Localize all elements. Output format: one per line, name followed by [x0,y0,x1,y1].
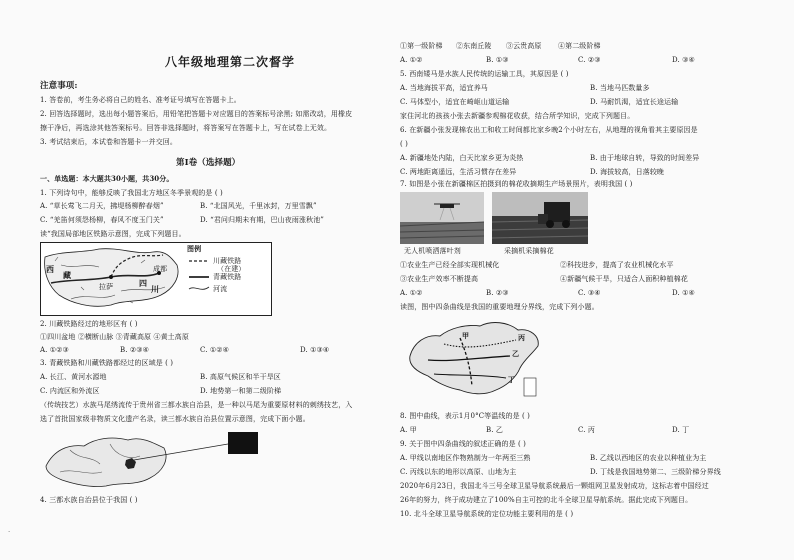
q8-stem: 8. 图中曲线，表示1月0°C等温线的是 ( ) [400,412,530,420]
q8-choice-d: D. 丁 [672,426,690,434]
q2-stem: 2. 川藏铁路经过的地形区有 ( ) [40,320,138,328]
q4-opt-4: ④第二级阶梯 [558,42,601,50]
q3-option-a: A. 长江、黄河水源地 [40,373,107,381]
legend-chuanzang: 川藏铁路 [213,257,242,265]
passage-3: 读图，图中四条曲线是我国的重要地理分界线，完成下列小题。 [400,303,599,311]
legend-under-construction: （在建） [217,265,246,273]
q7-statement-3: ③农业生产效率不断提高 [400,275,479,283]
q5-option-a: A. 当地海拔平高，适宜养马 [400,84,488,92]
q6-stem: 6. 在新疆小张发现棉农出工和收工时间都比家乡晚2个小时左右，从地理的视角看其主要原因是 [400,126,698,134]
q7-choice-c: C. ③④ [578,289,601,297]
q1-option-c: C. “羌笛何须怨杨柳，春风不度玉门关” [40,216,164,224]
photo-drone-spraying [400,192,484,244]
q4-choice-c: C. ②③ [578,56,601,64]
q6-option-b: B. 由于地球自转，导致的时间差异 [590,154,700,162]
q3-option-c: C. 内流区和外流区 [40,387,100,395]
q10-stem: 10. 北斗全球卫星导航系统的定位功能主要利用的是 ( ) [400,510,574,518]
q3-option-d: D. 地势第一和第二级阶梯 [200,387,282,395]
map-label-chengdu: 成都 [153,265,168,273]
legend-river: 河流 [213,285,228,293]
note-2-cont: 擦干净后，再选涂其他答案标号。回答非选择题时，将答案写在答题卡上，写在试卷上无效。 [40,124,332,132]
passage-1-cont: 选了首批国家级非物质文化遗产名录，读三都水族自治县位置示意图，完成下面小题。 [40,415,310,423]
q3-stem: 3. 青藏铁路和川藏铁路都经过的区域是 ( ) [40,359,174,367]
map-label-lhasa: 拉萨 [99,283,114,291]
q4-opt-1: ①第一级阶梯 [400,42,443,50]
q5-option-b: B. 当地马匹数量多 [590,84,650,92]
note-3: 3. 考试结束后，本试卷和答题卡一并交回。 [40,138,178,146]
q4-choice-d: D. ③④ [672,56,695,64]
q1-option-a: A. “草长莺飞二月天，拂堤杨柳醉春烟” [40,202,164,210]
q7-stem: 7. 如图是小张在新疆棉区拍摄到的棉花收摘期生产场景照片，表明我国 ( ) [400,180,633,188]
railway-map [40,242,272,316]
q2-choice-c: C. ①②④ [200,346,229,354]
q7-choice-a: A. ①② [400,289,423,297]
q6-option-d: D. 海拔较高，日落较晚 [590,168,665,176]
map-label-chuan: 川 [151,284,160,294]
q7-statement-1: ①农业生产已经全部实现机械化 [400,261,500,269]
exam-title: 八年级地理第二次督学 [165,55,296,69]
q4-opt-2: ②东南丘陵 [456,42,492,50]
q6-option-a: A. 新疆地处内陆，白天比家乡更为炎热 [400,154,524,162]
q9-option-a: A. 甲线以南地区作物熟制为一年两至三熟 [400,454,531,462]
q1-stem: 1. 下列诗句中，能够反映了我国北方地区冬季景观的是 ( ) [40,189,223,197]
photo-cotton-harvester [492,192,588,244]
q4-opt-3: ③云贵高原 [506,42,542,50]
q2-statements: ①四川盆地 ②横断山脉 ③青藏高原 ④黄土高原 [40,333,189,341]
q1-option-b: B. “北国风光，千里冰封，万里雪飘” [200,202,317,210]
q2-choice-b: B. ②③④ [120,346,150,354]
photo-caption-drone: 无人机喷洒落叶剂 [404,247,461,255]
q6-option-c: C. 两地距离遥远，生活习惯存在差异 [400,168,517,176]
legend-qingzang: 青藏铁路 [213,273,242,281]
q7-statement-4: ④新疆气候干旱，只适合人面积种植棉花 [560,275,688,283]
q5-stem: 5. 西南矮马是水族人民传统的运输工具，其原因是 ( ) [400,70,569,78]
map-label-xi: 西 [46,264,55,274]
q7-choice-b: B. ②③ [486,289,509,297]
q1-option-d: D. “君问归期未有期，巴山夜雨涨秋池” [200,216,324,224]
margin-mark: · [8,528,11,536]
q7-choice-d: D. ①④ [672,289,695,297]
passage-4-cont: 26年的努力，终于成功建立了100%自主可控的北斗全球卫星导航系统。据此完成下列题目。 [400,496,693,504]
q3-option-b: B. 高原气候区和半干旱区 [200,373,281,381]
map-label-zang: 藏 [63,270,72,280]
legend-title: 图例 [187,244,202,253]
q8-choice-b: B. 乙 [486,426,503,434]
line-label-ding: 丁 [508,375,516,384]
sandu-map-drawing [40,430,280,490]
q5-option-c: C. 马体型小，适宜在崎岖山道运输 [400,98,510,106]
q6-paren: ( ) [400,140,408,148]
map-caption: 读“我国局部地区铁路示意图，完成下列题目。 [40,230,186,238]
legend-symbols [187,257,211,297]
q8-choice-a: A. 甲 [400,426,417,434]
line-label-bing: 丙 [518,333,526,342]
photo-caption-harvester: 采摘机采摘棉花 [504,247,554,255]
q9-option-d: D. 丁线是我国地势第二、三级阶梯分界线 [590,468,721,476]
q9-option-c: C. 丙线以东的地形以高原、山地为主 [400,468,517,476]
q2-choice-a: A. ①②③ [40,346,69,354]
section-intro: 一、单选题：本大题共30小题，共30分。 [40,174,174,183]
q4-choice-b: B. ①③ [486,56,509,64]
note-2: 2. 回答选择题时，选出每小题答案后，用铅笔把答题卡对应题目的答案标号涂黑; 如需改动，用橡皮 [40,110,353,118]
passage-1: （传统技艺）水族马尾绣流传于贵州省三都水族自治县，是一种以马尾为重要原材料的刺绣技艺，入 [40,401,353,409]
q9-stem: 9. 关于图中四条曲线的叙述正确的是 ( ) [400,440,527,448]
china-boundary-map [400,316,552,404]
q4-stem: 4. 三都水族自治县位于我国 ( ) [40,496,138,504]
q8-choice-c: C. 丙 [578,426,595,434]
note-1: 1. 答卷前，考生务必将自己的姓名、准考证号填写在答题卡上。 [40,96,241,104]
notes-heading: 注意事项: [40,81,78,91]
line-label-yi: 乙 [512,349,520,358]
q5-option-d: D. 马耐饥渴，适宜长途运输 [590,98,679,106]
q9-option-b: B. 乙线以西地区的农业以种植业为主 [590,454,707,462]
q4-choice-a: A. ①② [400,56,423,64]
china-map-drawing [400,316,552,404]
map-label-si: 四 [139,278,148,288]
passage-4: 2020年6月23日，我国北斗三号全球卫星导航系统最后一颗组网卫星发射成功，这标志着中国经过 [400,482,709,490]
q7-statement-2: ②科技进步，提高了农业机械化水平 [560,261,674,269]
sandu-location-map [40,430,280,490]
section-title: 第I卷（选择题） [176,158,241,168]
passage-2: 家住河北的孩孩小张去新疆参观棉花收获，结合所学知识，完成下列题目。 [400,112,635,120]
line-label-jia: 甲 [462,331,470,340]
q2-choice-d: D. ①③④ [300,346,330,354]
